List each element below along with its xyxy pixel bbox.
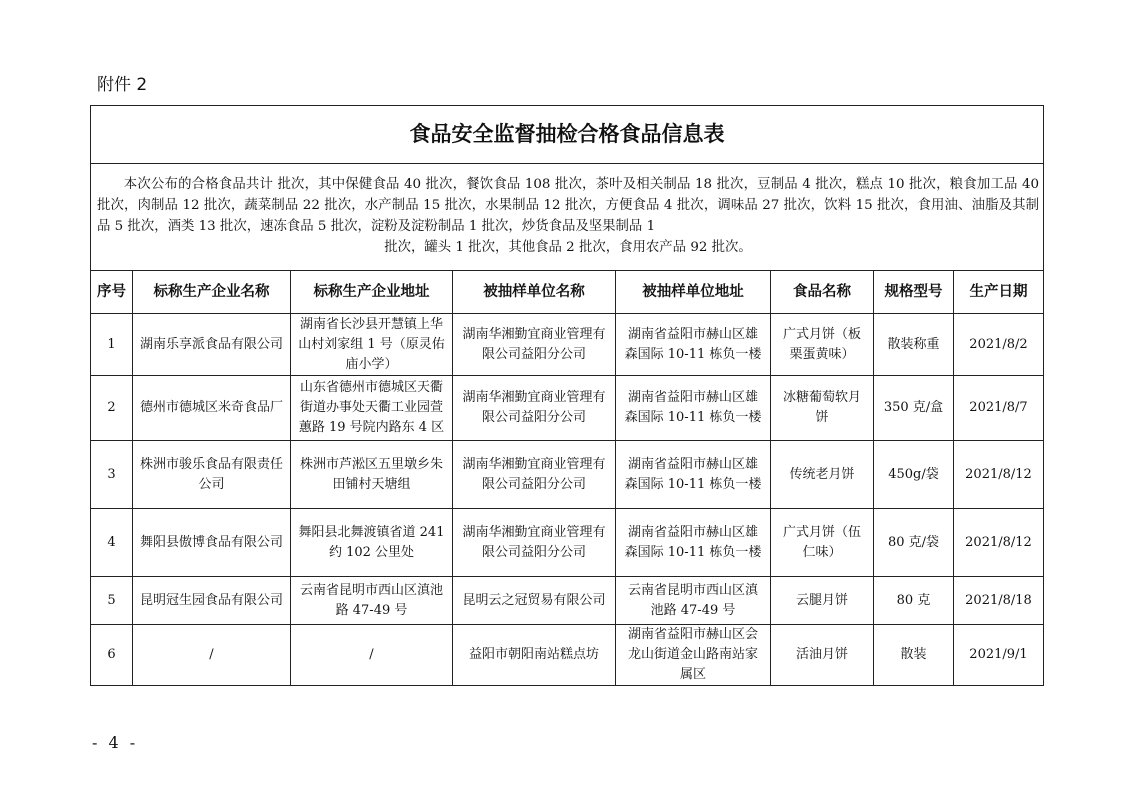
- table-cell: 2021/8/2: [954, 314, 1044, 376]
- table-cell: 舞阳县傲博食品有限公司: [133, 509, 291, 577]
- column-header: 被抽样单位地址: [616, 271, 771, 314]
- table-cell: 5: [91, 577, 133, 625]
- table-header-row: [91, 271, 1044, 314]
- table-cell: 散装: [874, 625, 954, 686]
- table-cell: 湖南省益阳市赫山区会龙山街道金山路南站家属区: [616, 625, 771, 686]
- summary-text: 本次公布的合格食品共计 批次，其中保健食品 40 批次，餐饮食品 108 批次，茶叶及相关制品 18 批次，豆制品 4 批次，糕点 10 批次，粮食加工品 40 批次，肉制品 12 批次，蔬菜制品 22 批次，水产制品 15 批次，水果制品 12 批次，方便食品 4 批次，调味品 27 批次，饮料 15 批次，食用油、油脂及其制品 5 批次，酒类 13 批次，速冻食品 5 批次，淀粉及淀粉制品 1 批次，炒货食品及坚果制品 1: [97, 177, 1039, 234]
- table-cell: 株洲市骏乐食品有限责任公司: [133, 441, 291, 509]
- table-cell: 云南省昆明市西山区滇池路 47-49 号: [291, 577, 453, 625]
- table-row: [91, 376, 1044, 441]
- table-cell: 湖南华湘勤宜商业管理有限公司益阳分公司: [453, 441, 616, 509]
- page-number: - 4 -: [92, 733, 139, 752]
- table-row: [91, 314, 1044, 376]
- table-cell: 山东省德州市德城区天衢街道办事处天衢工业园萱蕙路 19 号院内路东 4 区: [291, 376, 453, 441]
- table-cell: 2021/8/12: [954, 509, 1044, 577]
- table-cell: 湖南省益阳市赫山区雄森国际 10-11 栋负一楼: [616, 376, 771, 441]
- attachment-label: 附件 2: [97, 75, 148, 95]
- table-cell: 昆明云之冠贸易有限公司: [453, 577, 616, 625]
- table-cell: 株洲市芦淞区五里墩乡朱田铺村天塘组: [291, 441, 453, 509]
- table-cell: 湖南华湘勤宜商业管理有限公司益阳分公司: [453, 509, 616, 577]
- table-cell: 450g/袋: [874, 441, 954, 509]
- column-header: 被抽样单位名称: [453, 271, 616, 314]
- column-header: 规格型号: [874, 271, 954, 314]
- table-cell: 1: [91, 314, 133, 376]
- table-cell: 2021/9/1: [954, 625, 1044, 686]
- page-title: 食品安全监督抽检合格食品信息表: [91, 106, 1043, 164]
- table-cell: 2021/8/12: [954, 441, 1044, 509]
- table-cell: 2021/8/7: [954, 376, 1044, 441]
- table-cell: 80 克/袋: [874, 509, 954, 577]
- table-row: [91, 577, 1044, 625]
- table-cell: 昆明冠生园食品有限公司: [133, 577, 291, 625]
- table-row: [91, 509, 1044, 577]
- table-cell: 益阳市朝阳南站糕点坊: [453, 625, 616, 686]
- table-cell: 湖南华湘勤宜商业管理有限公司益阳分公司: [453, 314, 616, 376]
- table-cell: 广式月饼（伍仁味）: [771, 509, 874, 577]
- column-header: 序号: [91, 271, 133, 314]
- table-cell: 4: [91, 509, 133, 577]
- table-cell: /: [291, 625, 453, 686]
- table-cell: 活油月饼: [771, 625, 874, 686]
- table-cell: 广式月饼（板栗蛋黄味）: [771, 314, 874, 376]
- column-header: 食品名称: [771, 271, 874, 314]
- table-cell: /: [133, 625, 291, 686]
- table-cell: 散装称重: [874, 314, 954, 376]
- table-cell: 舞阳县北舞渡镇省道 241 约 102 公里处: [291, 509, 453, 577]
- table-row: [91, 625, 1044, 686]
- table-cell: 2: [91, 376, 133, 441]
- table-cell: 6: [91, 625, 133, 686]
- table-cell: 350 克/盒: [874, 376, 954, 441]
- column-header: 标称生产企业名称: [133, 271, 291, 314]
- table-cell: 云腿月饼: [771, 577, 874, 625]
- table-row: [91, 441, 1044, 509]
- table-cell: 3: [91, 441, 133, 509]
- column-header: 生产日期: [954, 271, 1044, 314]
- table-cell: 湖南省益阳市赫山区雄森国际 10-11 栋负一楼: [616, 314, 771, 376]
- table-cell: 湖南乐享派食品有限公司: [133, 314, 291, 376]
- table-cell: 德州市德城区米奇食品厂: [133, 376, 291, 441]
- table-cell: 80 克: [874, 577, 954, 625]
- table-cell: 冰糖葡萄软月饼: [771, 376, 874, 441]
- table-cell: 2021/8/18: [954, 577, 1044, 625]
- food-info-table: [90, 270, 1044, 686]
- summary-last-line: 批次，罐头 1 批次，其他食品 2 批次，食用农产品 92 批次。: [384, 240, 752, 255]
- header-frame: [90, 105, 1044, 270]
- table-cell: 传统老月饼: [771, 441, 874, 509]
- table-cell: 湖南省益阳市赫山区雄森国际 10-11 栋负一楼: [616, 441, 771, 509]
- table-cell: 云南省昆明市西山区滇池路 47-49 号: [616, 577, 771, 625]
- summary-paragraph: [91, 164, 1043, 270]
- table-cell: 湖南省长沙县开慧镇上华山村刘家组 1 号（原灵佑庙小学）: [291, 314, 453, 376]
- column-header: 标称生产企业地址: [291, 271, 453, 314]
- table-cell: 湖南华湘勤宜商业管理有限公司益阳分公司: [453, 376, 616, 441]
- table-cell: 湖南省益阳市赫山区雄森国际 10-11 栋负一楼: [616, 509, 771, 577]
